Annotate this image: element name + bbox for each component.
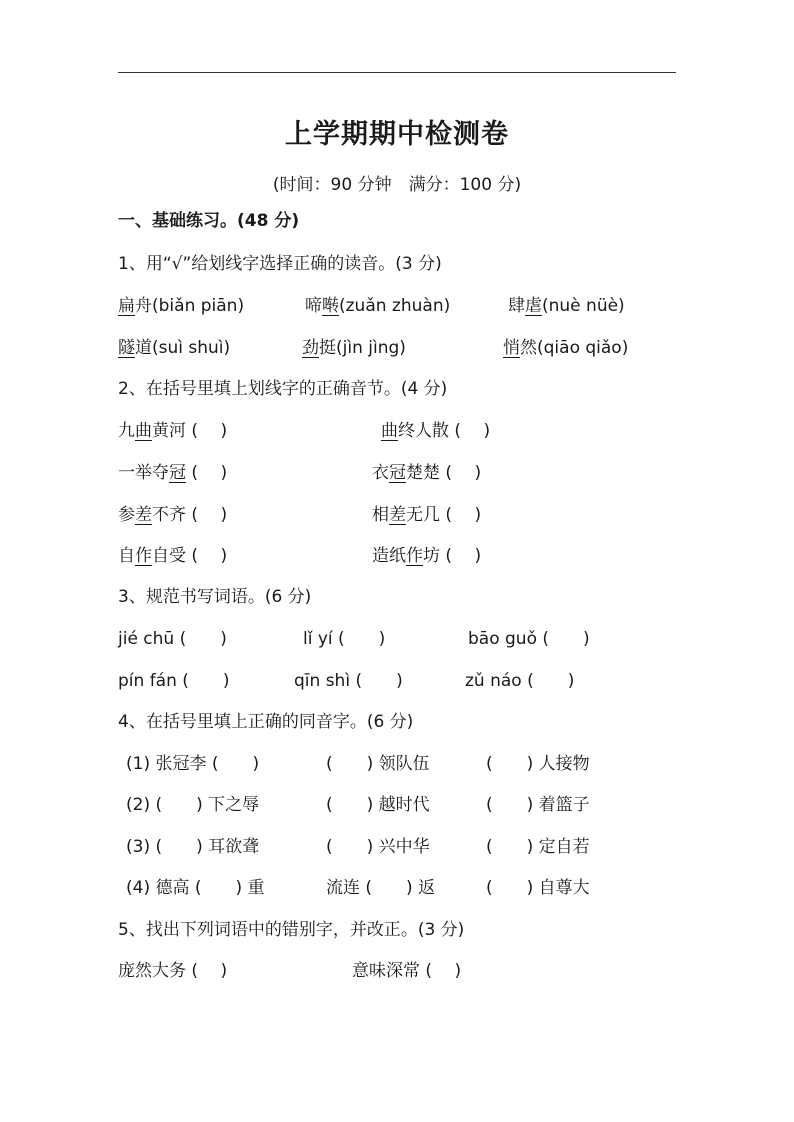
q4-cell[interactable]: (4) 德高 ( ) 重: [126, 878, 265, 898]
q3-item[interactable]: zǔ náo ( ): [465, 671, 575, 691]
q4-cell[interactable]: ( ) 兴中华: [326, 837, 430, 857]
q3-item[interactable]: pín fán ( ): [118, 671, 230, 691]
question-4-prompt: 4、在括号里填上正确的同音字。(6 分): [118, 712, 414, 732]
q1-item: 隧道(suì shuì): [118, 338, 231, 358]
q4-cell[interactable]: ( ) 自尊大: [486, 878, 590, 898]
q1-item: 啼啭(zuǎn zhuàn): [305, 296, 451, 316]
q5-item[interactable]: 意味深常 ( ): [352, 961, 462, 981]
answer-blank[interactable]: ( ): [445, 505, 482, 525]
q3-item[interactable]: qīn shì ( ): [294, 671, 403, 691]
page-title: 上学期期中检测卷: [285, 119, 509, 150]
q4-cell[interactable]: 流连 ( ) 返: [326, 878, 436, 898]
q4-cell[interactable]: ( ) 领队伍: [326, 754, 430, 774]
q4-cell[interactable]: ( ) 着篮子: [486, 795, 590, 815]
q2-item: 一举夺冠 ( ): [118, 463, 228, 483]
q1-item: 扁舟(biǎn piān): [118, 296, 245, 316]
q1-item: 悄然(qiāo qiǎo): [503, 338, 629, 358]
answer-blank[interactable]: ( ): [445, 546, 482, 566]
q5-item[interactable]: 庞然大务 ( ): [118, 961, 228, 981]
q2-item: 九曲黄河 ( ): [118, 421, 228, 441]
question-3-prompt: 3、规范书写词语。(6 分): [118, 587, 312, 607]
q2-item: 相差无几 ( ): [372, 505, 482, 525]
q4-cell[interactable]: (2) ( ) 下之辱: [126, 795, 260, 815]
question-1-prompt: 1、用“√”给划线字选择正确的读音。(3 分): [118, 254, 442, 274]
q3-item[interactable]: lǐ yí ( ): [303, 629, 386, 649]
q3-item[interactable]: jié chū ( ): [118, 629, 227, 649]
q4-cell[interactable]: ( ) 越时代: [326, 795, 430, 815]
q1-item: 肆虐(nuè nüè): [508, 296, 625, 316]
q4-cell[interactable]: (1) 张冠李 ( ): [126, 754, 260, 774]
header-rule: [118, 72, 676, 73]
question-2-prompt: 2、在括号里填上划线字的正确音节。(4 分): [118, 379, 448, 399]
section-heading: 一、基础练习。(48 分): [118, 211, 300, 231]
answer-blank[interactable]: ( ): [191, 421, 228, 441]
q1-item: 劲挺(jìn jìng): [302, 338, 406, 358]
q4-cell[interactable]: (3) ( ) 耳欲聋: [126, 837, 260, 857]
answer-blank[interactable]: ( ): [191, 505, 228, 525]
answer-blank[interactable]: ( ): [454, 421, 491, 441]
q4-cell[interactable]: ( ) 人接物: [486, 754, 590, 774]
q2-item: 衣冠楚楚 ( ): [372, 463, 482, 483]
q2-item: 造纸作坊 ( ): [372, 546, 482, 566]
answer-blank[interactable]: ( ): [445, 463, 482, 483]
question-5-prompt: 5、找出下列词语中的错别字，并改正。(3 分): [118, 920, 465, 940]
q2-item: 自作自受 ( ): [118, 546, 228, 566]
exam-info: (时间：90 分钟 满分：100 分): [272, 175, 522, 195]
q2-item: 参差不齐 ( ): [118, 505, 228, 525]
q4-cell[interactable]: ( ) 定自若: [486, 837, 590, 857]
q3-item[interactable]: bāo guǒ ( ): [468, 629, 590, 649]
answer-blank[interactable]: ( ): [191, 546, 228, 566]
answer-blank[interactable]: ( ): [191, 463, 228, 483]
q2-item: 曲终人散 ( ): [381, 421, 491, 441]
